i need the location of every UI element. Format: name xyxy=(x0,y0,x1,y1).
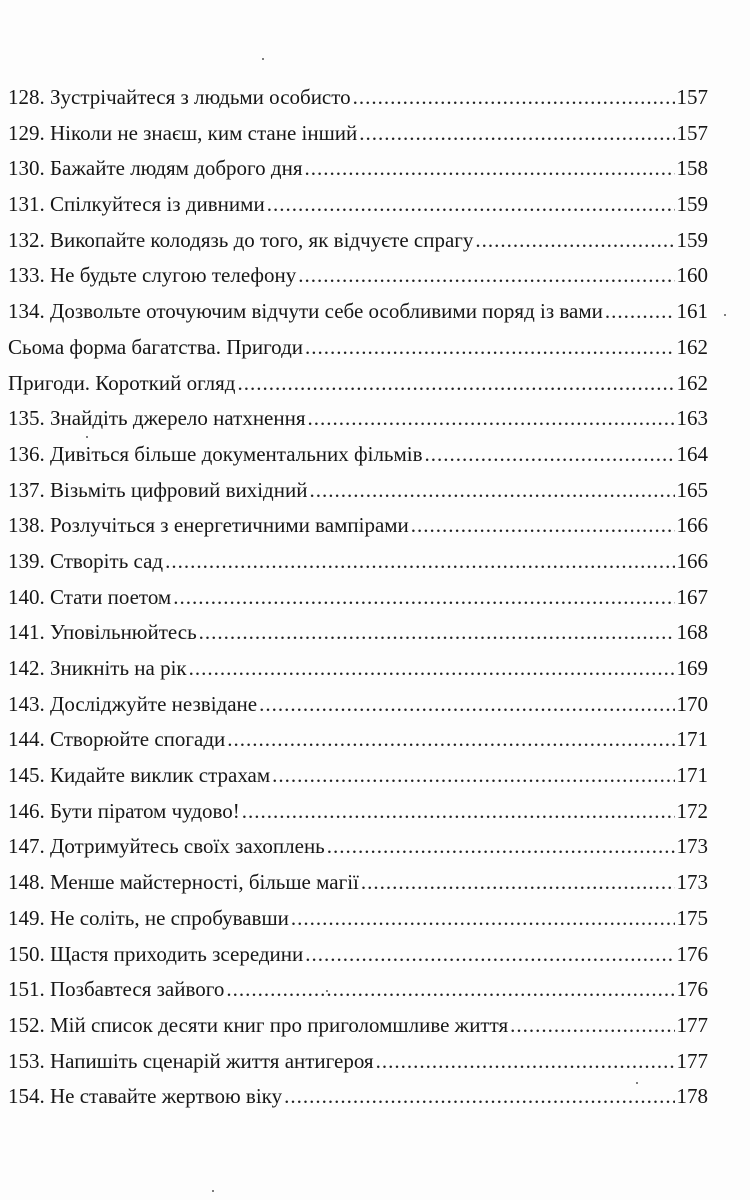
dot-leader xyxy=(475,223,674,259)
toc-entry xyxy=(8,758,708,794)
dot-leader xyxy=(425,437,675,473)
toc-entry-title: 133. Не будьте слугою телефону xyxy=(8,263,297,288)
toc-entry-title: 134. Дозвольте оточуючим відчути себе особливими поряд із вами xyxy=(8,299,603,324)
toc-entry-page-number: 164 xyxy=(676,441,708,466)
toc-entry-title: 154. Не ставайте жертвою віку xyxy=(8,1084,283,1109)
dot-leader xyxy=(361,865,675,901)
table-of-contents xyxy=(8,80,708,1115)
toc-entry-page-number: 178 xyxy=(676,1084,708,1109)
dot-leader xyxy=(189,651,675,687)
toc-entry-title: 138. Розлучіться з енергетичними вампірами xyxy=(8,513,409,538)
toc-entry-title: 152. Мій список десяти книг про приголомшливе життя xyxy=(8,1012,509,1037)
toc-entry-page-number: 173 xyxy=(676,870,708,895)
dot-leader xyxy=(376,1044,675,1080)
toc-entry-page-number: 161 xyxy=(676,299,708,324)
toc-entry xyxy=(8,508,708,544)
dot-leader xyxy=(199,615,675,651)
toc-entry-title: 142. Зникніть на рік xyxy=(8,656,187,680)
toc-entry-page-number: 177 xyxy=(676,1012,708,1037)
toc-entry-title: 148. Менше майстерності, більше магії xyxy=(8,870,359,895)
toc-entry-page-number: 157 xyxy=(676,85,708,109)
dot-leader xyxy=(304,151,674,187)
toc-entry-page-number: 172 xyxy=(676,798,708,823)
toc-entry xyxy=(8,437,708,473)
toc-entry-page-number: 175 xyxy=(676,905,708,930)
toc-entry-page-number: 165 xyxy=(676,477,708,502)
toc-entry-title: 149. Не соліть, не спробувавши xyxy=(8,905,289,930)
toc-entry-page-number: 160 xyxy=(676,263,708,288)
toc-entry-title: 153. Напишіть сценарій життя антигероя xyxy=(8,1048,374,1073)
toc-entry xyxy=(8,580,708,616)
toc-entry xyxy=(8,687,708,723)
dot-leader xyxy=(267,187,675,223)
toc-entry xyxy=(8,1008,708,1044)
toc-entry-page-number: 171 xyxy=(676,727,708,752)
toc-entry-title: 135. Знайдіть джерело натхнення xyxy=(8,406,306,431)
toc-entry-title: 129. Ніколи не знаєш, ким стане інший xyxy=(8,120,358,145)
toc-entry xyxy=(8,401,708,437)
toc-entry-page-number: 177 xyxy=(676,1048,708,1073)
toc-entry-title: 147. Дотримуйтесь своїх захоплень xyxy=(8,834,325,859)
toc-entry xyxy=(8,151,708,187)
dot-leader xyxy=(305,330,674,366)
dot-leader xyxy=(227,722,674,758)
dot-leader xyxy=(605,294,675,330)
dot-leader xyxy=(359,116,674,152)
dot-leader xyxy=(237,366,674,402)
dot-leader xyxy=(226,972,674,1008)
toc-entry-page-number: 168 xyxy=(676,620,708,645)
toc-entry xyxy=(8,544,708,580)
dot-leader xyxy=(411,508,675,544)
toc-entry-title: 141. Уповільнюйтесь xyxy=(8,620,197,645)
dot-leader xyxy=(173,580,674,616)
toc-entry-title: Сьома форма багатства. Пригоди xyxy=(8,334,304,359)
toc-entry xyxy=(8,294,708,330)
toc-entry-page-number: 173 xyxy=(676,834,708,859)
toc-entry-page-number: 157 xyxy=(676,120,708,145)
toc-entry xyxy=(8,722,708,758)
toc-entry-title: 143. Досліджуйте незвідане xyxy=(8,691,258,716)
dot-leader xyxy=(305,937,674,973)
toc-entry-page-number: 171 xyxy=(676,763,708,788)
toc-entry-title: 130. Бажайте людям доброго дня xyxy=(8,156,303,181)
toc-entry-title: 146. Бути піратом чудово! xyxy=(8,798,240,823)
toc-entry xyxy=(8,80,708,116)
toc-entry-page-number: 169 xyxy=(676,656,708,680)
toc-entry-title: 140. Стати поетом xyxy=(8,584,172,609)
toc-entry-title: 137. Візьміть цифровий вихідний xyxy=(8,477,308,502)
toc-entry xyxy=(8,937,708,973)
dot-leader xyxy=(309,473,674,509)
toc-entry xyxy=(8,366,708,402)
toc-entry xyxy=(8,116,708,152)
toc-entry xyxy=(8,1044,708,1080)
dot-leader xyxy=(353,80,675,116)
scan-speck xyxy=(724,314,726,316)
dot-leader xyxy=(327,829,675,865)
toc-entry-title: 144. Створюйте спогади xyxy=(8,727,226,752)
dot-leader xyxy=(308,401,675,437)
scan-speck xyxy=(262,58,264,60)
dot-leader xyxy=(291,901,675,937)
toc-entry-page-number: 162 xyxy=(676,370,708,395)
scan-speck xyxy=(86,436,88,438)
toc-entry-page-number: 166 xyxy=(676,513,708,538)
toc-entry-page-number: 176 xyxy=(676,941,708,966)
toc-entry xyxy=(8,829,708,865)
scan-speck xyxy=(326,990,328,992)
toc-entry xyxy=(8,258,708,294)
toc-entry xyxy=(8,187,708,223)
toc-entry xyxy=(8,794,708,830)
toc-entry-page-number: 159 xyxy=(676,227,708,252)
dot-leader xyxy=(298,258,674,294)
toc-entry-page-number: 159 xyxy=(676,192,708,217)
toc-entry xyxy=(8,1079,708,1115)
toc-entry xyxy=(8,615,708,651)
dot-leader xyxy=(510,1008,674,1044)
toc-entry-title: 145. Кидайте виклик страхам xyxy=(8,763,271,788)
toc-entry-title: Пригоди. Короткий огляд xyxy=(8,370,236,395)
toc-entry xyxy=(8,223,708,259)
toc-entry xyxy=(8,473,708,509)
toc-entry-page-number: 158 xyxy=(676,156,708,181)
toc-entry-title: 150. Щастя приходить зсередини xyxy=(8,941,304,966)
dot-leader xyxy=(165,544,674,580)
toc-entry-title: 132. Викопайте колодязь до того, як відчуєте спрагу xyxy=(8,227,474,252)
toc-entry-title: 131. Спілкуйтеся із дивними xyxy=(8,192,265,217)
dot-leader xyxy=(242,794,675,830)
toc-entry-page-number: 167 xyxy=(676,584,708,609)
dot-leader xyxy=(259,687,674,723)
toc-entry xyxy=(8,865,708,901)
scan-speck xyxy=(212,1190,214,1192)
scan-speck xyxy=(636,1082,638,1084)
dot-leader xyxy=(284,1079,674,1115)
toc-entry xyxy=(8,651,708,687)
dot-leader xyxy=(272,758,674,794)
toc-entry xyxy=(8,901,708,937)
toc-entry-page-number: 166 xyxy=(676,548,708,573)
toc-entry-title: 139. Створіть сад xyxy=(8,548,164,573)
toc-entry-page-number: 163 xyxy=(676,406,708,431)
toc-entry-title: 128. Зустрічайтеся з людьми особисто xyxy=(8,85,351,109)
toc-entry xyxy=(8,330,708,366)
toc-entry-page-number: 176 xyxy=(676,977,708,1002)
toc-entry-title: 151. Позбавтеся зайвого xyxy=(8,977,225,1002)
toc-entry-page-number: 170 xyxy=(676,691,708,716)
toc-entry-title: 136. Дивіться більше документальних фільмів xyxy=(8,441,423,466)
toc-entry-page-number: 162 xyxy=(676,334,708,359)
toc-entry xyxy=(8,972,708,1008)
